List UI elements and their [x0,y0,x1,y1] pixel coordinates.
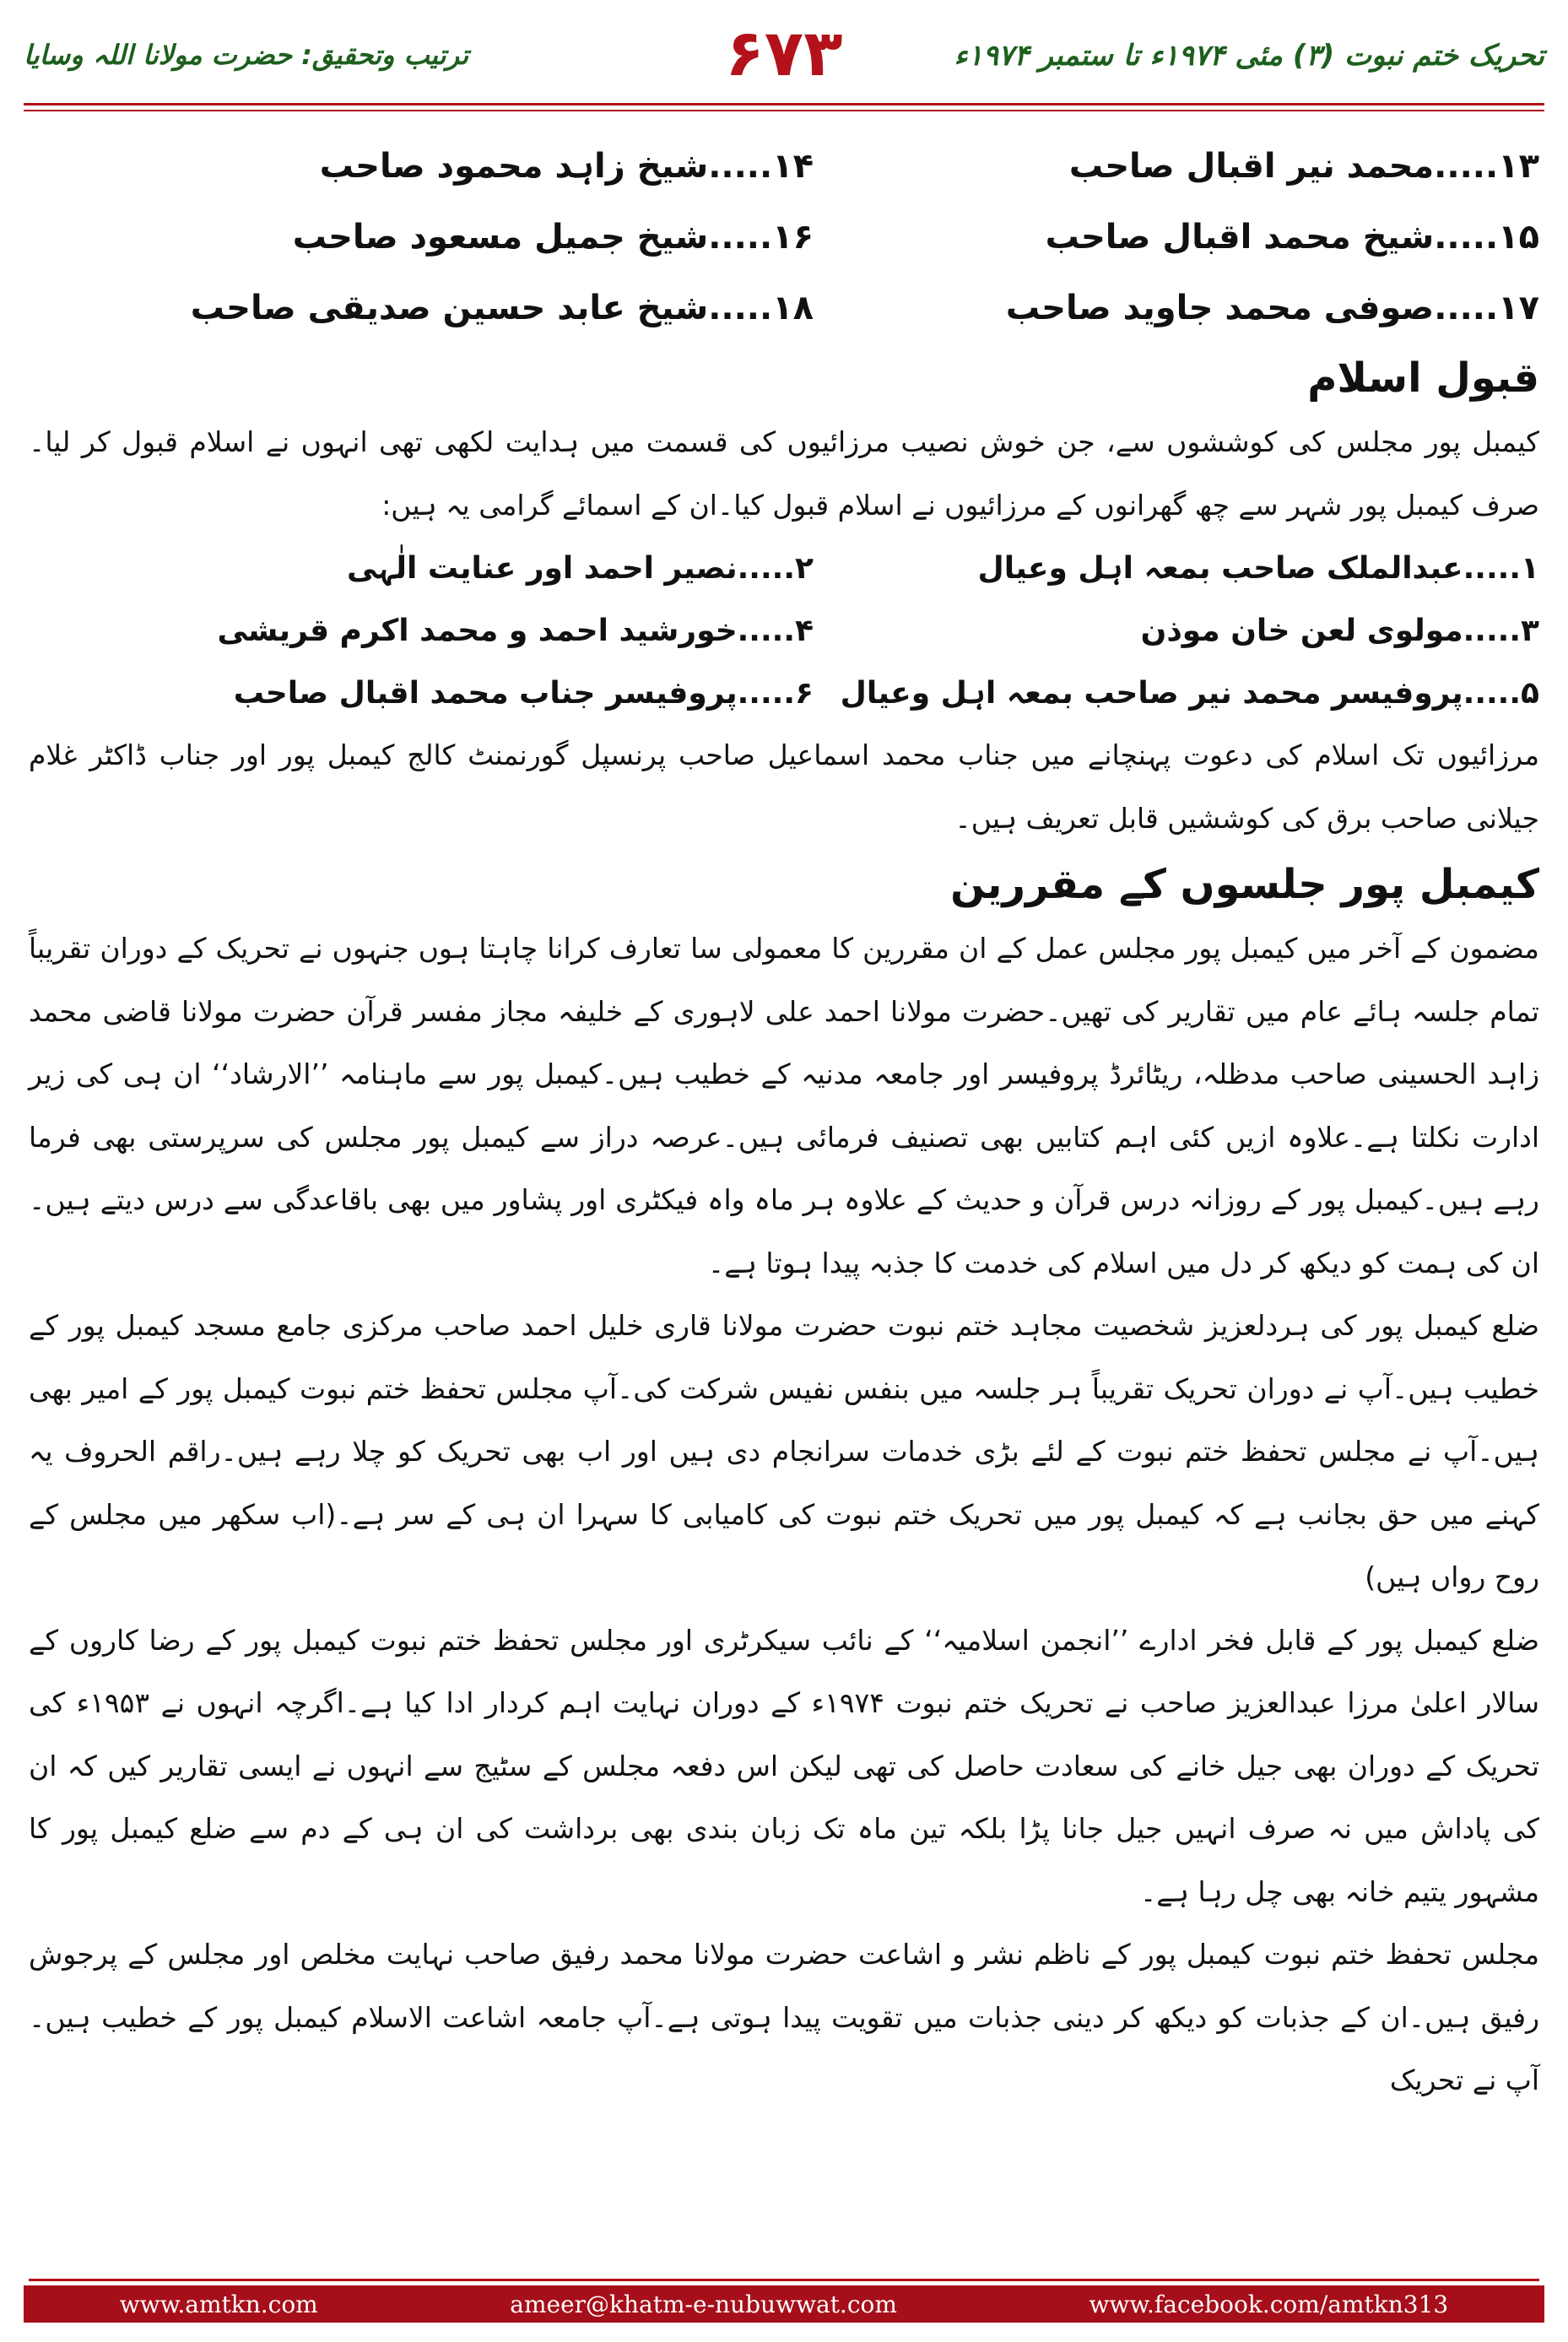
list-item: ۶.....پروفیسر جناب محمد اقبال صاحب [233,675,814,711]
paragraph: کیمبل پور مجلس کی کوششوں سے، جن خوش نصیب مرزائیوں کی قسمت میں ہدایت لکھی تھی انہوں نے اسلام قبول کر لیا۔صرف کیمبل پور شہر سے چھ گھرانوں کے مرزائیوں نے اسلام قبول کیا۔ان کے اسمائے گرامی یہ ہیں: [29,425,1539,522]
list-item: ۱۳.....محمد نیر اقبال صاحب [1068,147,1539,186]
section-heading: کیمبل پور جلسوں کے مقررین [950,861,1539,908]
page-header [24,15,1544,125]
section-heading: قبول اسلام [1307,354,1539,402]
paragraph: مجلس تحفظ ختم نبوت کیمبل پور کے ناظم نشر و اشاعت حضرت مولانا محمد رفیق صاحب نہایت مخلص اور مجلس کے پرجوش رفیق ہیں۔ان کے جذبات کو دیکھ کر دینی جذبات میں تقویت پیدا ہوتی ہے۔آپ جامعہ اشاعت الاسلام کیمبل پور کے خطیب ہیں۔آپ نے تحریک [29,1938,1539,2096]
list-item: ۲.....نصیر احمد اور عنایت الٰہی [346,550,814,586]
paragraph: مرزائیوں تک اسلام کی دعوت پہنچانے میں جناب محمد اسماعیل صاحب پرنسپل گورنمنٹ کالج کیمبل پور اور جناب ڈاکٹر غلام جیلانی صاحب برق کی کوششیں قابل تعریف ہیں۔ [29,738,1539,835]
list-row [29,599,1539,662]
list-item: ۴.....خورشید احمد و محمد اکرم قریشی [217,613,814,648]
list-row [29,131,1539,202]
paragraph: ضلع کیمبل پور کے قابل فخر ادارے ’’انجمن اسلامیہ‘‘ کے نائب سیکرٹری اور مجلس تحفظ ختم نبوت کیمبل پور کے رضا کاروں کے سالار اعلیٰ مرزا عبدالعزیز صاحب نے تحریک ختم نبوت ۱۹۷۴ء کے دوران نہایت اہم کردار ادا کیا ہے۔اگرچہ انہوں نے ۱۹۵۳ء کی تحریک کے دوران بھی جیل خانے کی سعادت حاصل کی تھی لیکن اس دفعہ مجلس کے سٹیج سے انہوں نے ایسی تقاریر کیں کہ ان کی پاداش میں نہ صرف انہیں جیل جانا پڑا بلکہ تین ماہ تک زبان بندی بھی برداشت کی ان ہی کے دم سے ضلع کیمبل پور کا مشہور یتیم خانہ بھی چل رہا ہے۔ [29,1623,1539,1908]
footer-bar [24,2285,1544,2323]
names-list [29,131,1539,343]
list-item: ۳.....مولوی لعن خان موذن [1140,613,1539,648]
list-row [29,662,1539,724]
list-row [29,273,1539,343]
list-item: ۱۴.....شیخ زاہد محمود صاحب [319,147,814,186]
page-content [29,131,1539,2112]
list-row [29,202,1539,273]
paragraph: ضلع کیمبل پور کی ہردلعزیز شخصیت مجاہد ختم نبوت حضرت مولانا قاری خلیل احمد صاحب مرکزی جامع مسجد کیمبل پور کے خطیب ہیں۔آپ نے دوران تحریک تقریباً ہر جلسہ میں بنفس نفیس شرکت کی۔آپ مجلس تحفظ ختم نبوت کیمبل پور کے امیر بھی ہیں۔آپ نے مجلس تحفظ ختم نبوت کے لئے بڑی خدمات سرانجام دی ہیں اور اب بھی تحریک کو چلا رہے ہیں۔راقم الحروف یہ کہنے میں حق بجانب ہے کہ کیمبل پور میں تحریک ختم نبوت کی کامیابی کا سہرا ان ہی کے سر ہے۔(اب سکھر میں مجلس کے روح رواں ہیں) [29,1309,1539,1593]
paragraph: مضمون کے آخر میں کیمبل پور مجلس عمل کے ان مقررین کا معمولی سا تعارف کرانا چاہتا ہوں جنہوں نے تحریک کے دوران تقریباً تمام جلسہ ہائے عام میں تقاریر کی تھیں۔حضرت مولانا احمد علی لاہوری کے خلیفہ مجاز مفسر قرآن حضرت مولانا قاضی محمد زاہد الحسینی صاحب مدظلہ، ریٹائرڈ پروفیسر اور جامعہ مدنیہ کے خطیب ہیں۔کیمبل پور سے ماہنامہ ’’الارشاد‘‘ ان ہی کی زیر ادارت نکلتا ہے۔علاوہ ازیں کئی اہم کتابیں بھی تصنیف فرمائی ہیں۔عرصہ دراز سے کیمبل پور مجلس کی سرپرستی بھی فرما رہے ہیں۔کیمبل پور کے روزانہ درس قرآن و حدیث کے علاوہ ہر ماہ واہ فیکٹری اور پشاور میں بھی باقاعدگی سے درس دیتے ہیں۔ان کی ہمت کو دیکھ کر دل میں اسلام کی خدمت کا جذبہ پیدا ہوتا ہے۔ [29,932,1539,1279]
list-item: ۵.....پروفیسر محمد نیر صاحب بمعہ اہل وعیال [840,675,1539,711]
list-item: ۱۶.....شیخ جمیل مسعود صاحب [292,218,814,257]
page-footer [0,2279,1568,2329]
list-item: ۱۵.....شیخ محمد اقبال صاحب [1045,218,1539,257]
page-number: ۶۷۳ [725,15,843,90]
list-item: ۱۷.....صوفی محمد جاوید صاحب [1005,289,1539,327]
converts-list [29,537,1539,724]
compiler-credit: ترتیب وتحقیق: حضرت مولانا اللہ وسایا [24,39,469,71]
facebook-link[interactable]: www.facebook.com/amtkn313 [1089,2290,1449,2318]
header-rule [24,103,1544,105]
email-link[interactable]: ameer@khatm-e-nubuwwat.com [510,2290,897,2318]
book-title: تحریک ختم نبوت (۳) مئی ۱۹۷۴ء تا ستمبر ۱۹۷۴ء [954,39,1544,73]
website-link[interactable]: www.amtkn.com [119,2290,318,2318]
list-row [29,537,1539,599]
footer-rule [29,2279,1539,2281]
header-rule-thin [24,110,1544,111]
list-item: ۱.....عبدالملک صاحب بمعہ اہل وعیال [977,550,1539,586]
list-item: ۱۸.....شیخ عابد حسین صدیقی صاحب [190,289,814,327]
